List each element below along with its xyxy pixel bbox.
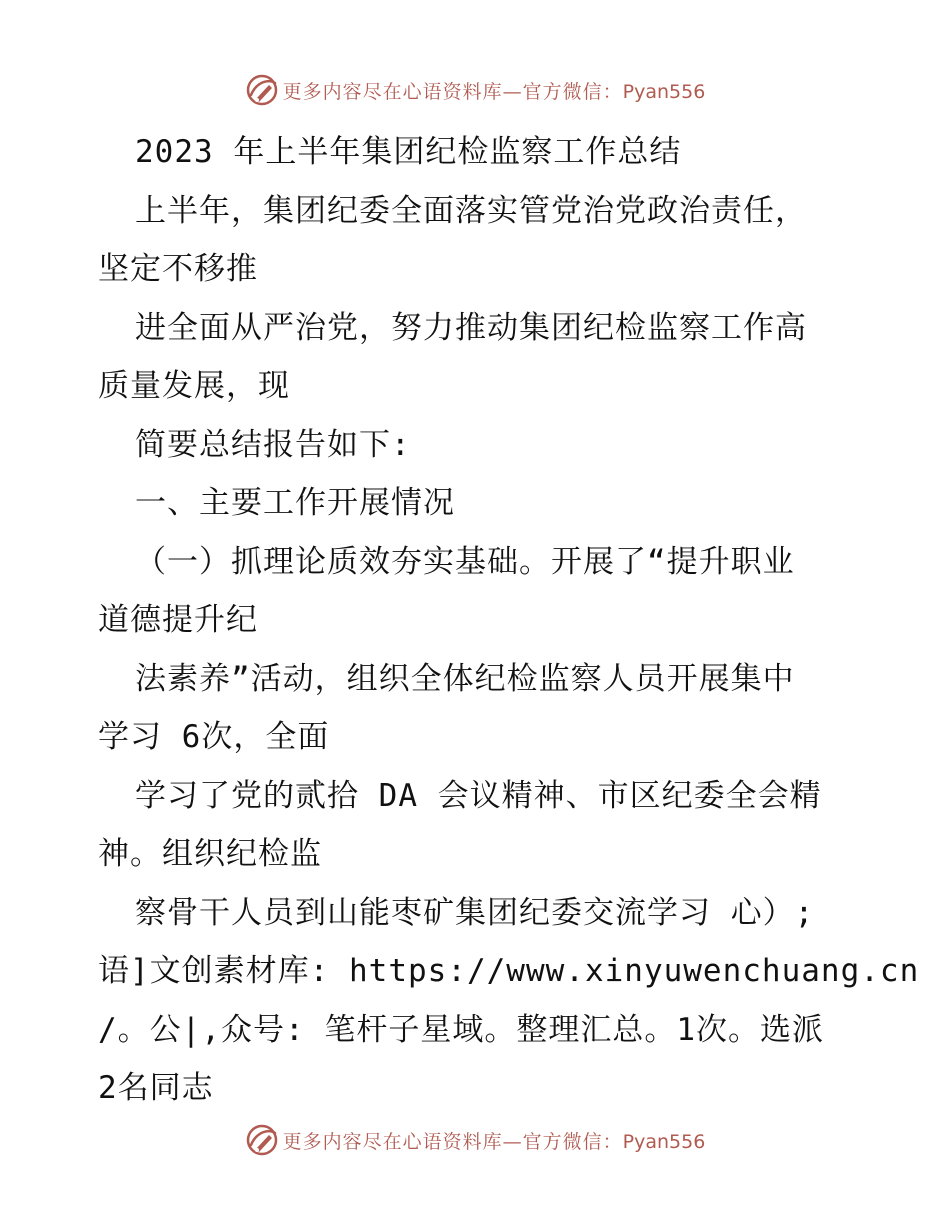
paragraph-line: 2名同志 — [98, 1070, 214, 1106]
header-watermark-banner — [0, 70, 950, 110]
paragraph-line: 法素养”活动，组织全体纪检监察人员开展集中 — [135, 660, 795, 697]
paragraph-line: 道德提升纪 — [98, 602, 258, 638]
paragraph-line: /。公|,众号: 笔杆子星域。整理汇总。1次。选派 — [98, 1011, 824, 1048]
paragraph-line: 上半年，集团纪委全面落实管党治党政治责任， — [135, 192, 807, 229]
pen-logo-icon — [245, 73, 279, 107]
watermark-handle: Pyan556 — [622, 80, 706, 103]
watermark-text: 更多内容尽在心语资料库—官方微信：Pyan556 — [282, 1130, 706, 1153]
paragraph-line: 进全面从严治党，努力推动集团纪检监察工作高 — [135, 309, 807, 346]
document-body — [98, 123, 920, 1118]
paragraph-line: 语]文创素材库: https://www.xinyuwenchuang.cn — [98, 953, 920, 989]
document-title: 2023 年上半年集团纪检监察工作总结 — [135, 134, 682, 170]
paragraph-line: 学习了党的贰拾 DA 会议精神、市区纪委全会精 — [135, 777, 822, 814]
footer-watermark-banner — [0, 1120, 950, 1160]
paragraph-line: 坚定不移推 — [98, 251, 258, 287]
watermark-text: 更多内容尽在心语资料库—官方微信：Pyan556 — [282, 80, 706, 103]
paragraph-line: 学习 6次，全面 — [98, 719, 330, 755]
paragraph-line: 察骨干人员到山能枣矿集团纪委交流学习 心）; — [135, 894, 815, 931]
pen-logo-icon — [245, 1123, 279, 1157]
paragraph-line: 质量发展，现 — [98, 368, 290, 404]
watermark-handle: Pyan556 — [622, 1130, 706, 1153]
paragraph-line: （一）抓理论质效夯实基础。开展了“提升职业 — [135, 543, 795, 580]
paragraph-line: 神。组织纪检监 — [98, 836, 322, 872]
paragraph-line: 简要总结报告如下: — [135, 426, 411, 463]
section-heading: 一、主要工作开展情况 — [135, 485, 455, 521]
